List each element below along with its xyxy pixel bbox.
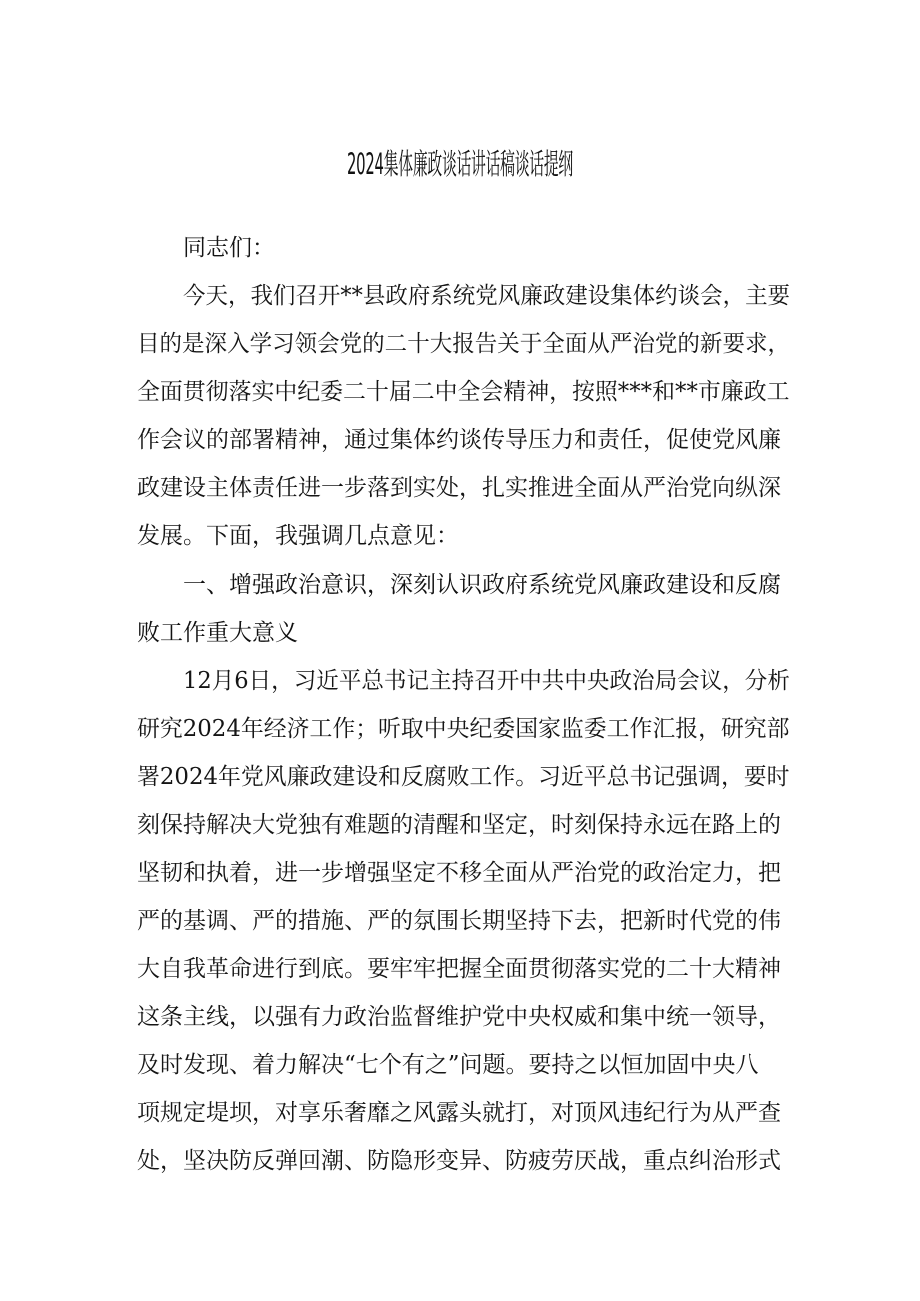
- paragraph-line: 发展。下面，我强调几点意见：: [137, 523, 459, 549]
- section-heading: 败工作重大意义: [137, 620, 298, 646]
- paragraph-line: 大自我革命进行到底。要牢牢把握全面贯彻落实党的二十大精神: [137, 956, 781, 982]
- document-title: 2024集体廉政谈话讲话稿谈话提纲: [347, 147, 573, 181]
- paragraph-line: 及时发现、着力解决“七个有之”问题。要持之以恒加固中央八: [137, 1052, 759, 1078]
- paragraph-line: 作会议的部署精神，通过集体约谈传导压力和责任，促使党风廉: [137, 427, 781, 453]
- paragraph-line: 处，坚决防反弹回潮、防隐形变异、防疲劳厌战，重点纠治形式: [137, 1148, 781, 1174]
- paragraph-line: 项规定堤坝，对享乐奢靡之风露头就打，对顶风违纪行为从严查: [137, 1100, 781, 1126]
- paragraph-line: 这条主线，以强有力政治监督维护党中央权威和集中统一领导，: [137, 1004, 781, 1030]
- paragraph-line: 署2024年党风廉政建设和反腐败工作。习近平总书记强调，要时: [137, 764, 790, 790]
- paragraph-line: 刻保持解决大党独有难题的清醒和坚定，时刻保持永远在路上的: [137, 812, 781, 838]
- paragraph-line: 今天，我们召开**县政府系统党风廉政建设集体约谈会，主要: [183, 283, 791, 309]
- paragraph-line: 目的是深入学习领会党的二十大报告关于全面从严治党的新要求，: [137, 331, 790, 357]
- paragraph-line: 坚韧和执着，进一步增强坚定不移全面从严治党的政治定力，把: [137, 860, 781, 886]
- paragraph-line: 12月6日，习近平总书记主持召开中共中央政治局会议，分析: [183, 668, 790, 694]
- paragraph-line: 政建设主体责任进一步落到实处，扎实推进全面从严治党向纵深: [137, 475, 781, 501]
- salutation: 同志们：: [183, 235, 275, 261]
- paragraph-line: 严的基调、严的措施、严的氛围长期坚持下去，把新时代党的伟: [137, 908, 781, 934]
- section-heading: 一、增强政治意识，深刻认识政府系统党风廉政建设和反腐: [183, 572, 781, 598]
- paragraph-line: 全面贯彻落实中纪委二十届二中全会精神，按照***和**市廉政工: [137, 379, 790, 405]
- paragraph-line: 研究2024年经济工作；听取中央纪委国家监委工作汇报，研究部: [137, 716, 790, 742]
